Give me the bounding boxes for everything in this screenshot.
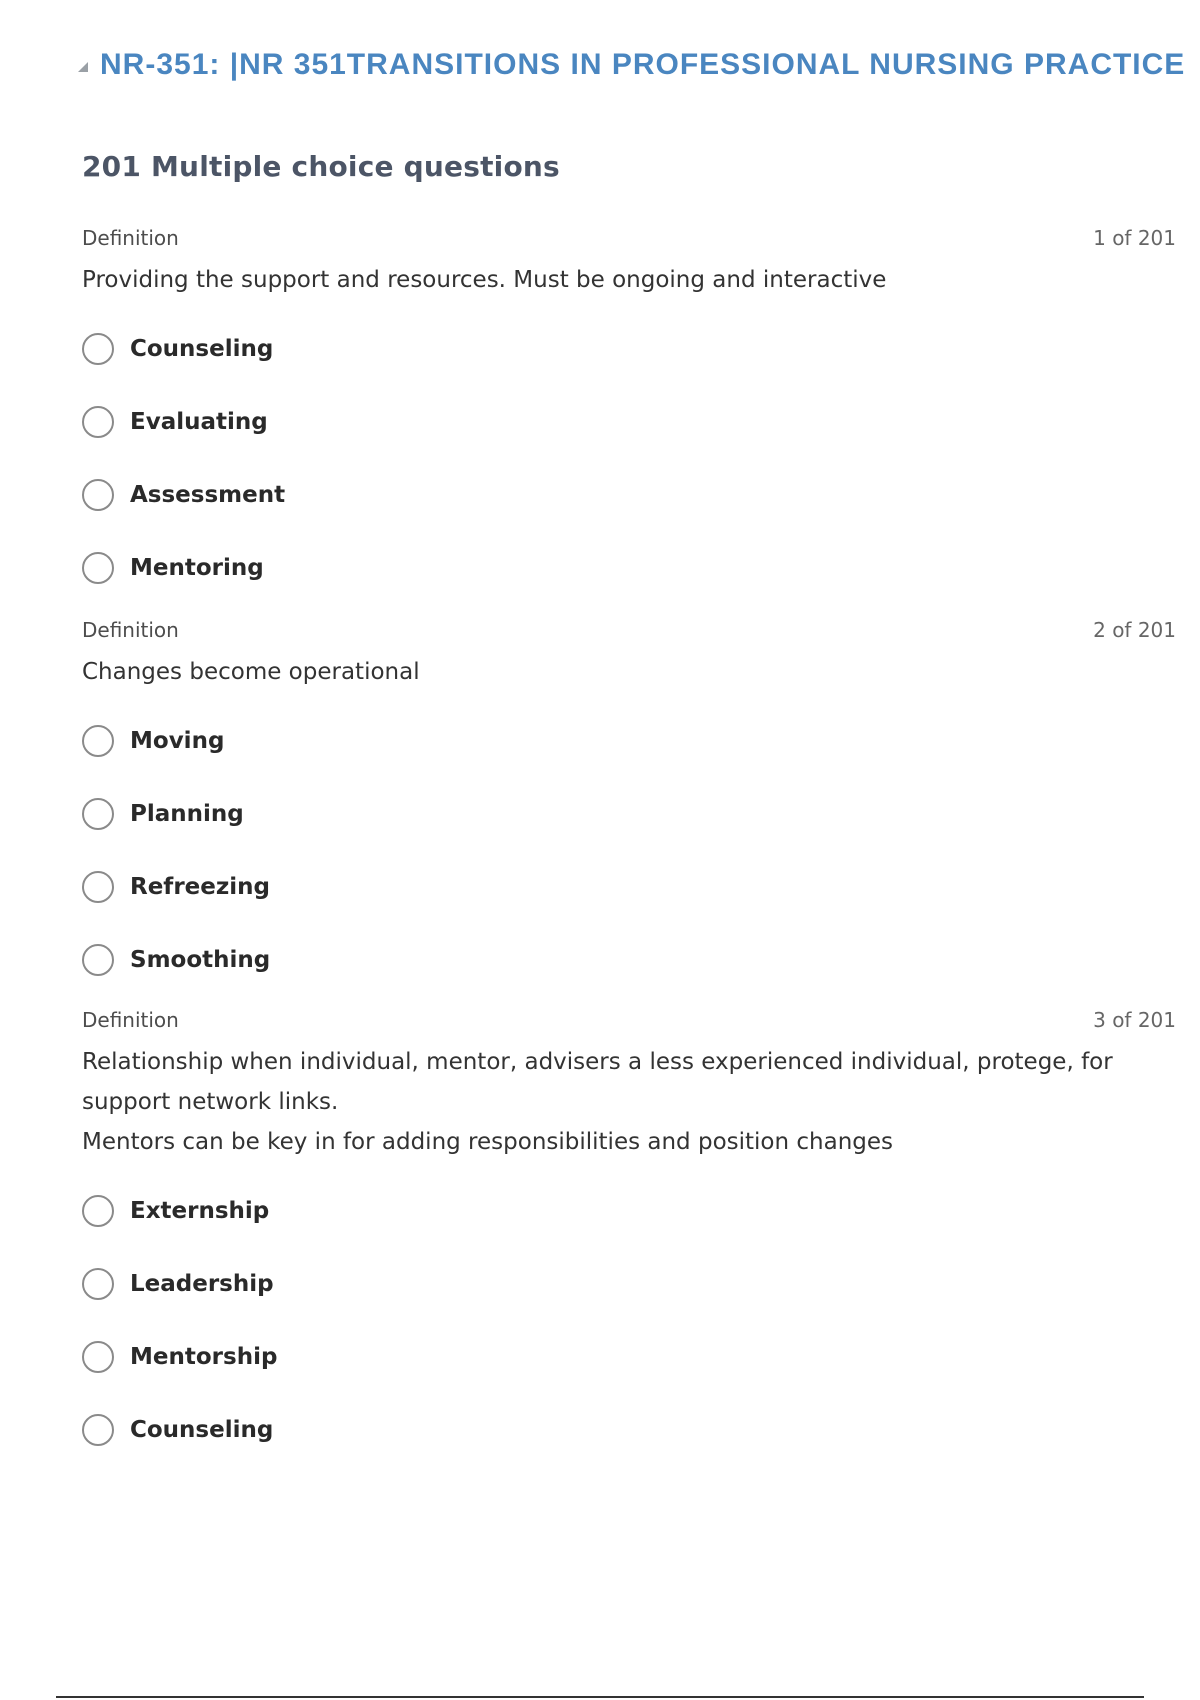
radio-button-icon[interactable] [82, 479, 114, 511]
question-counter: 3 of 201 [1093, 1008, 1176, 1032]
question-counter: 2 of 201 [1093, 618, 1176, 642]
question-text: Relationship when individual, mentor, advisers a less experienced individual, protege, for support network links. Mentors can be key in for adding responsibilities and position changes [82, 1049, 1113, 1155]
option-label: Planning [130, 800, 244, 827]
answer-options [82, 312, 1176, 604]
option-label: Moving [130, 727, 225, 754]
radio-button-icon[interactable] [82, 552, 114, 584]
answer-options [82, 1174, 1176, 1466]
question-1 [82, 226, 1176, 604]
option-label: Counseling [130, 1416, 274, 1443]
page-divider [56, 1696, 1144, 1698]
question-text: Changes become operational [82, 659, 420, 685]
radio-button-icon[interactable] [82, 1268, 114, 1300]
radio-button-icon[interactable] [82, 406, 114, 438]
answer-option[interactable] [82, 704, 1176, 777]
course-title: NR-351: |NR 351TRANSITIONS IN PROFESSIONAL NURSING PRACTICE [100, 48, 1186, 81]
collapse-triangle-icon[interactable] [78, 62, 88, 72]
radio-button-icon[interactable] [82, 1341, 114, 1373]
answer-option[interactable] [82, 1320, 1176, 1393]
answer-options [82, 704, 1176, 996]
answer-option[interactable] [82, 312, 1176, 385]
question-label: Definition [82, 1008, 179, 1032]
radio-button-icon[interactable] [82, 725, 114, 757]
answer-option[interactable] [82, 1393, 1176, 1466]
radio-button-icon[interactable] [82, 333, 114, 365]
answer-option[interactable] [82, 777, 1176, 850]
option-label: Mentorship [130, 1343, 278, 1370]
answer-option[interactable] [82, 1174, 1176, 1247]
answer-option[interactable] [82, 1247, 1176, 1320]
option-label: Refreezing [130, 873, 270, 900]
answer-option[interactable] [82, 850, 1176, 923]
answer-option[interactable] [82, 458, 1176, 531]
option-label: Leadership [130, 1270, 274, 1297]
document-header [78, 48, 1185, 82]
answer-option[interactable] [82, 385, 1176, 458]
question-3 [82, 1008, 1176, 1466]
option-label: Counseling [130, 335, 274, 362]
radio-button-icon[interactable] [82, 1195, 114, 1227]
question-2 [82, 618, 1176, 996]
option-label: Evaluating [130, 408, 268, 435]
question-label: Definition [82, 226, 179, 250]
option-label: Mentoring [130, 554, 264, 581]
option-label: Smoothing [130, 946, 271, 973]
question-text: Providing the support and resources. Must be ongoing and interactive [82, 267, 887, 293]
answer-option[interactable] [82, 923, 1176, 996]
radio-button-icon[interactable] [82, 1414, 114, 1446]
option-label: Externship [130, 1197, 270, 1224]
radio-button-icon[interactable] [82, 944, 114, 976]
question-label: Definition [82, 618, 179, 642]
radio-button-icon[interactable] [82, 798, 114, 830]
radio-button-icon[interactable] [82, 871, 114, 903]
option-label: Assessment [130, 481, 286, 508]
question-counter: 1 of 201 [1093, 226, 1176, 250]
set-title: 201 Multiple choice questions [82, 150, 560, 183]
answer-option[interactable] [82, 531, 1176, 604]
